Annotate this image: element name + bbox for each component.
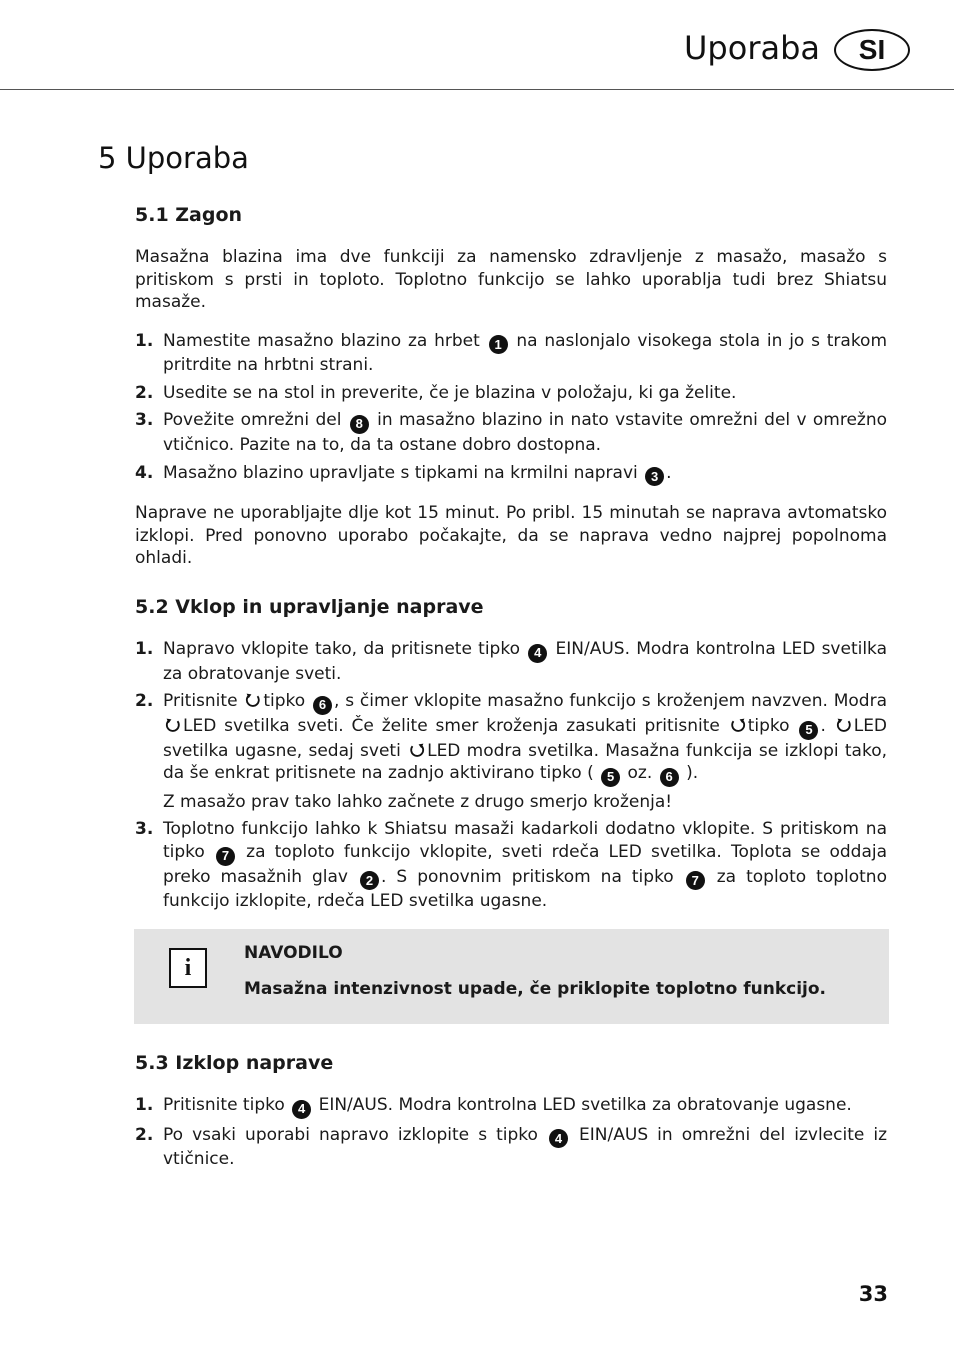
step-number: 3.	[135, 410, 154, 431]
list-item: 3. Povežite omrežni del 8 in masažno blazino in nato vstavite omrežni del v omrežno vtičnico. Pazite na to, da ta ostane dobro dostopna.	[135, 410, 888, 455]
number-badge-icon: 3	[645, 467, 664, 486]
section-heading-5-2: 5.2 Vklop in upravljanje naprave	[135, 595, 484, 618]
step-number: 1.	[135, 638, 154, 659]
section-1-intro: Masažna blazina ima dve funkciji za namensko zdravljenje z masažo, masažo s pritiskom s prsti in toploto. Toplotno funkcijo se lahko uporablja tudi brez Shiatsu masaže.	[135, 247, 887, 312]
number-badge-icon: 2	[360, 871, 379, 890]
list-item: 2. Pritisnite tipko 6 , s čimer vklopite masažno funkcijo s kroženjem navzven. Modra LED svetilka sveti. Če želite smer kroženja zasukati pritisnite tipko 5 . LED svetilka ugasne, sedaj sveti LED modra svetilka. Masažna funkcija se izklopi tako, da še enkrat pritisnete na zadnjo aktivirano tipko ( 5 oz. 6 ). Z masažo prav tako lahko začnete z drugo smerjo kroženja!	[135, 691, 888, 812]
number-badge-icon: 4	[528, 644, 547, 663]
rotate-outward-icon	[244, 691, 262, 709]
rotate-outward-icon	[835, 716, 853, 734]
header-divider	[0, 89, 954, 90]
section-heading-5-3: 5.3 Izklop naprave	[135, 1051, 334, 1074]
number-badge-icon: 7	[216, 847, 235, 866]
section-3-steps	[135, 1094, 887, 1171]
section-heading-5-1: 5.1 Zagon	[135, 204, 243, 226]
number-badge-icon: 6	[313, 696, 332, 715]
number-badge-icon: 6	[660, 768, 679, 787]
note-title: NAVODILO	[244, 942, 343, 963]
chapter-title: 5 Uporaba	[98, 141, 249, 175]
step-number: 2.	[135, 382, 154, 403]
list-item: 1. Napravo vklopite tako, da pritisnete tipko 4 EIN/AUS. Modra kontrolna LED svetilka za obratovanje sveti.	[135, 638, 888, 684]
step-number: 1.	[135, 1094, 154, 1115]
step-number: 3.	[135, 819, 154, 840]
number-badge-icon: 5	[601, 768, 620, 787]
list-item: 2. Usedite se na stol in preverite, če je blazina v položaju, ki ga želite.	[135, 382, 737, 403]
note-box	[134, 929, 889, 1024]
step-extra-note: Z masažo prav tako lahko začnete z drugo smerjo kroženja!	[163, 791, 673, 812]
language-badge: SI	[834, 29, 910, 71]
section-2-steps	[135, 638, 887, 913]
list-item: 3. Toplotno funkcijo lahko k Shiatsu masaži kadarkoli dodatno vklopite. S pritiskom na tipko 7 za toploto funkcijo vklopite, sveti rdeča LED svetilka. Toplota se oddaja preko masažnih glav 2 . S ponovnim pritiskom na tipko 7 za toploto toplotno funkcijo izklopite, rdeča LED svetilka ugasne.	[135, 819, 888, 912]
number-badge-icon: 4	[549, 1129, 568, 1148]
list-item: 1. Pritisnite tipko 4 EIN/AUS. Modra kontrolna LED svetilka za obratovanje ugasne.	[135, 1094, 887, 1119]
step-number: 2.	[135, 691, 154, 711]
step-number: 2.	[135, 1124, 154, 1145]
note-text: Masažna intenzivnost upade, če priklopite toplotno funkcijo.	[244, 978, 826, 999]
rotate-inward-icon	[408, 741, 426, 759]
main-content	[135, 202, 887, 1187]
rotate-inward-icon	[729, 716, 747, 734]
page-number: 33	[858, 1282, 888, 1306]
list-item: 4. Masažno blazino upravljate s tipkami na krmilni napravi 3 .	[135, 462, 887, 487]
number-badge-icon: 7	[686, 871, 705, 890]
section-1-outro: Naprave ne uporabljajte dlje kot 15 minut. Po pribl. 15 minutah se naprava avtomatsko izklopi. Pred ponovno uporabo počakajte, da se naprava vedno najprej popolnoma ohladi.	[135, 503, 887, 569]
number-badge-icon: 5	[799, 721, 818, 740]
number-badge-icon: 1	[489, 335, 508, 354]
section-1-steps	[135, 330, 887, 487]
step-number: 1.	[135, 330, 154, 351]
number-badge-icon: 8	[350, 415, 369, 434]
number-badge-icon: 4	[292, 1100, 311, 1119]
list-item: 1. Namestite masažno blazino za hrbet 1 na naslonjalo visokega stola in jo s trakom pritrdite na hrbtni strani.	[135, 330, 888, 376]
rotate-outward-icon	[164, 716, 182, 734]
header-title: Uporaba	[684, 29, 820, 67]
step-number: 4.	[135, 462, 154, 483]
list-item: 2. Po vsaki uporabi napravo izklopite s tipko 4 EIN/AUS in omrežni del izvlecite iz vtičnice.	[135, 1124, 888, 1170]
info-icon: i	[169, 948, 207, 988]
